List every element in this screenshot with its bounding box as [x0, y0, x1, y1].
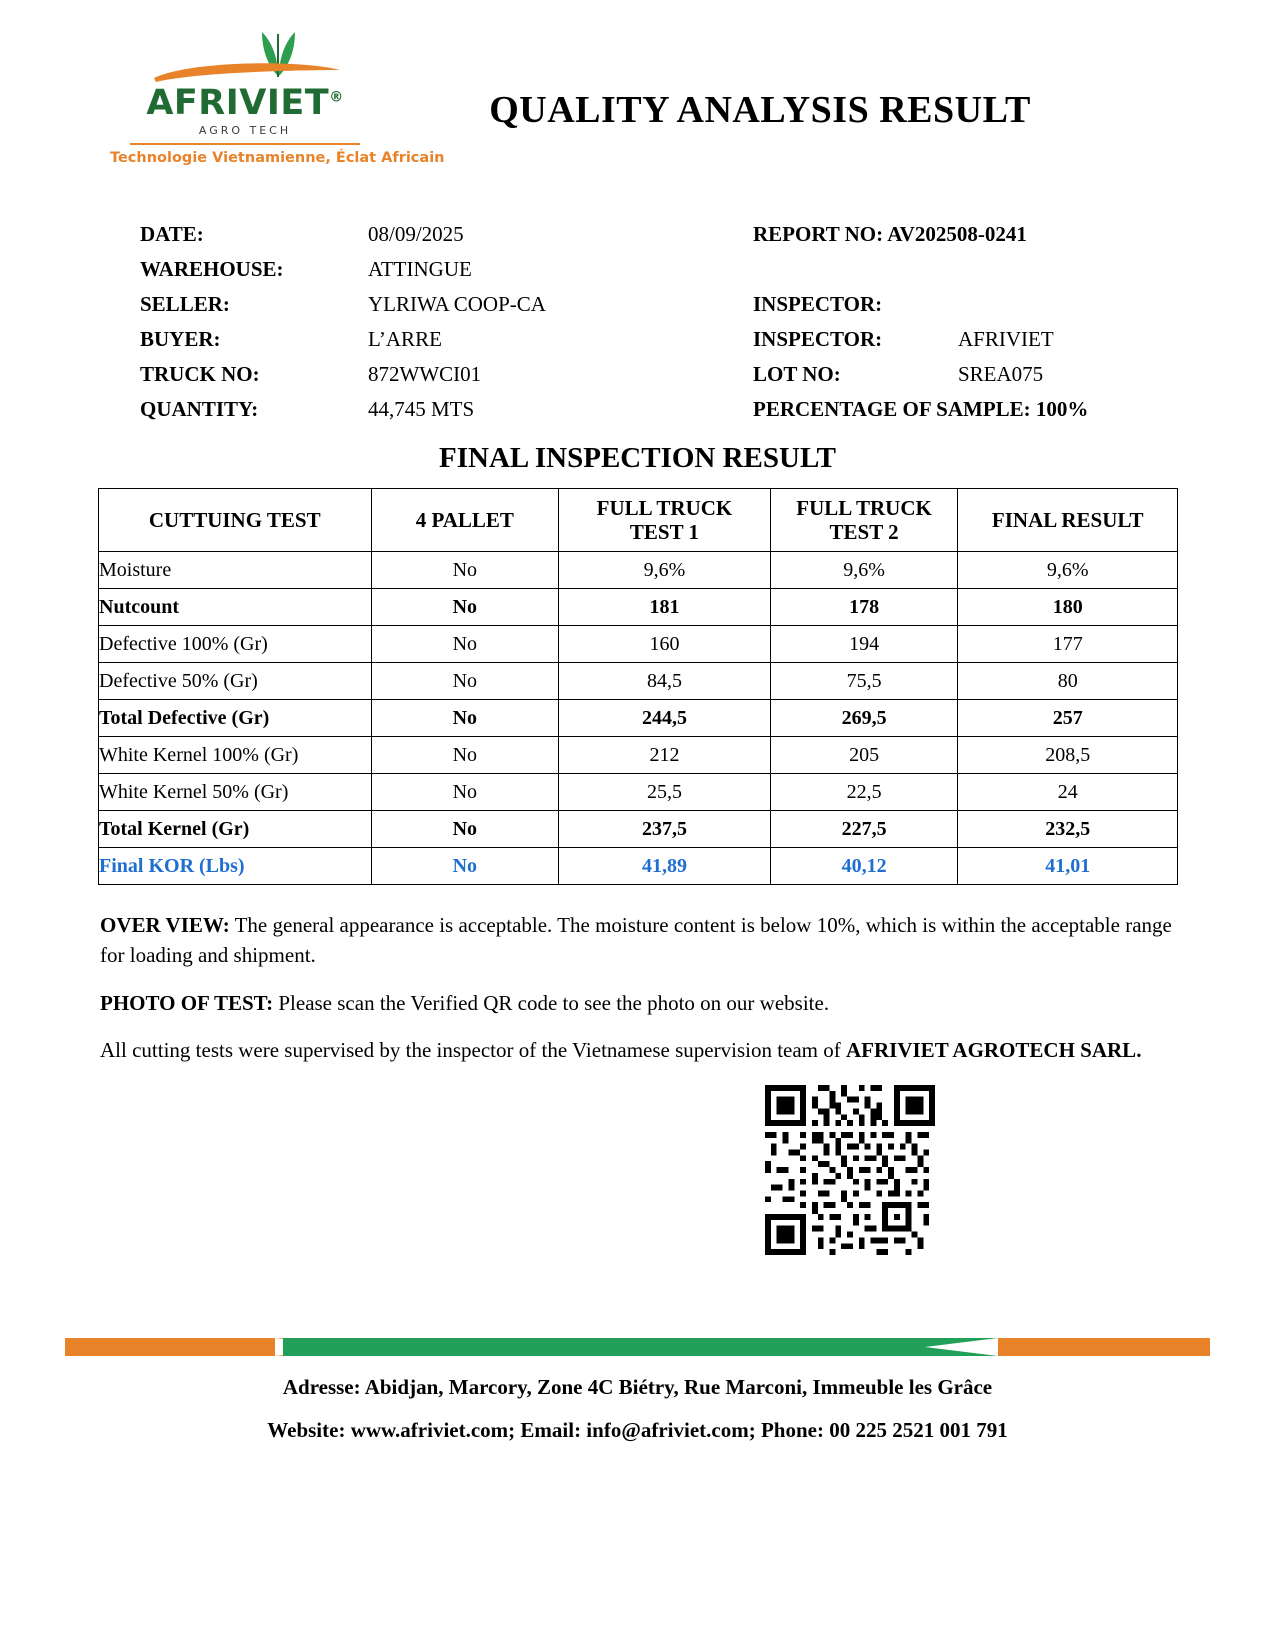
meta-row-seller [140, 292, 1150, 327]
cell-test1: 41,89 [559, 848, 771, 885]
cell-test1: 237,5 [559, 811, 771, 848]
cell-test1: 181 [559, 589, 771, 626]
overview-note [100, 910, 1175, 971]
logo-divider [130, 143, 360, 145]
date-label: DATE: [140, 222, 204, 246]
logo-wordmark [110, 83, 380, 123]
cell-test1: 244,5 [559, 700, 771, 737]
table-row [99, 626, 1178, 663]
row-label: Moisture [99, 552, 372, 589]
footer-decorative-bar [65, 1336, 1210, 1358]
overview-text: The general appearance is acceptable. The moisture content is below 10%, which is within the acceptable range for loading and shipment. [100, 913, 1172, 968]
footer [0, 1375, 1275, 1461]
table-row [99, 774, 1178, 811]
logo-mark [130, 28, 360, 84]
warehouse-value: ATTINGUE [368, 257, 472, 281]
cell-test2: 40,12 [770, 848, 958, 885]
warehouse-label: WAREHOUSE: [140, 257, 284, 281]
quantity-label: QUANTITY: [140, 397, 259, 421]
report-meta [140, 222, 1150, 432]
row-label: Nutcount [99, 589, 372, 626]
cell-final: 177 [958, 626, 1178, 663]
cell-pallet: No [371, 700, 559, 737]
qr-code-image[interactable] [750, 1085, 950, 1255]
cell-test1: 160 [559, 626, 771, 663]
col-header-line-2: TEST 2 [829, 520, 899, 544]
cell-test2: 194 [770, 626, 958, 663]
truck-value: 872WWCI01 [368, 362, 482, 386]
inspector-label-1: INSPECTOR: [753, 292, 883, 316]
meta-row-truck [140, 362, 1150, 397]
col-header-full-truck-test-2 [770, 489, 958, 552]
table-row [99, 737, 1178, 774]
document-header [0, 0, 1275, 200]
photo-text: Please scan the Verified QR code to see the photo on our website. [273, 990, 830, 1015]
row-label: Defective 100% (Gr) [99, 626, 372, 663]
cell-pallet: No [371, 737, 559, 774]
lot-value: SREA075 [958, 362, 1044, 386]
row-label: Defective 50% (Gr) [99, 663, 372, 700]
overview-label: OVER VIEW: [100, 913, 230, 937]
company-logo [110, 28, 445, 166]
supervision-text: All cutting tests were supervised by the inspector of the Vietnamese supervision team of [100, 1038, 847, 1063]
registered-mark: ® [329, 89, 344, 106]
cell-test1: 212 [559, 737, 771, 774]
cell-pallet: No [371, 774, 559, 811]
col-header-line-1: FULL TRUCK [796, 495, 932, 520]
meta-row-quantity [140, 397, 1150, 432]
date-value: 08/09/2025 [368, 222, 464, 246]
cell-pallet: No [371, 552, 559, 589]
cell-test2: 269,5 [770, 700, 958, 737]
cell-final: 232,5 [958, 811, 1178, 848]
logo-name: AFRIVIET [146, 83, 330, 123]
seller-value: YLRIWA COOP-CA [368, 292, 546, 316]
cell-test2: 75,5 [770, 663, 958, 700]
footer-address: Adresse: Abidjan, Marcory, Zone 4C Biétry, Rue Marconi, Immeuble les Grâce [282, 1375, 993, 1399]
report-no: REPORT NO: AV202508-0241 [753, 222, 1027, 246]
inspection-result-table [98, 488, 1178, 885]
col-header-final-result: FINAL RESULT [958, 489, 1178, 552]
table-row [99, 811, 1178, 848]
seller-label: SELLER: [140, 292, 230, 316]
cell-pallet: No [371, 663, 559, 700]
cell-test2: 205 [770, 737, 958, 774]
quantity-value: 44,745 MTS [368, 397, 475, 421]
cell-pallet: No [371, 848, 559, 885]
col-header-cutting-test: CUTTUING TEST [99, 489, 372, 552]
row-label: Total Defective (Gr) [99, 700, 372, 737]
table-row-final-kor [99, 848, 1178, 885]
cell-final: 257 [958, 700, 1178, 737]
col-header-full-truck-test-1 [559, 489, 771, 552]
cell-pallet: No [371, 626, 559, 663]
supervision-note [100, 1035, 1175, 1065]
col-header-line-1: FULL TRUCK [596, 495, 733, 520]
meta-row-buyer [140, 327, 1150, 362]
cell-test1: 9,6% [559, 552, 771, 589]
photo-label: PHOTO OF TEST: [100, 990, 274, 1015]
cell-test2: 22,5 [770, 774, 958, 811]
row-label: Final KOR (Lbs) [99, 848, 372, 885]
cell-final: 9,6% [958, 552, 1178, 589]
cell-test1: 25,5 [559, 774, 771, 811]
footer-contact: Website: www.afriviet.com; Email: info@afriviet.com; Phone: 00 225 2521 001 791 [267, 1418, 1008, 1442]
col-header-4-pallet: 4 PALLET [371, 489, 559, 552]
cell-pallet: No [371, 811, 559, 848]
table-row [99, 663, 1178, 700]
logo-subtitle: AGRO TECH [198, 124, 292, 137]
inspector-value-2: AFRIVIET [958, 327, 1054, 351]
cell-final: 80 [958, 663, 1178, 700]
cell-pallet: No [371, 589, 559, 626]
table-body [99, 552, 1178, 885]
row-label: Total Kernel (Gr) [99, 811, 372, 848]
cell-test1: 84,5 [559, 663, 771, 700]
qr-code[interactable] [750, 1085, 950, 1255]
meta-row-date [140, 222, 1150, 257]
meta-row-warehouse [140, 257, 1150, 292]
logo-tagline: Technologie Vietnamienne, Éclat Africain [110, 150, 445, 166]
table-row [99, 589, 1178, 626]
cell-final: 41,01 [958, 848, 1178, 885]
table-header-row [99, 489, 1178, 552]
page-title: QUALITY ANALYSIS RESULT [489, 89, 1031, 131]
notes-section [100, 910, 1175, 1083]
truck-label: TRUCK NO: [140, 362, 260, 386]
cell-final: 24 [958, 774, 1178, 811]
cell-final: 208,5 [958, 737, 1178, 774]
photo-note [100, 988, 1175, 1018]
cell-final: 180 [958, 589, 1178, 626]
cell-test2: 9,6% [770, 552, 958, 589]
lot-label: LOT NO: [753, 362, 841, 386]
table-row [99, 552, 1178, 589]
supervision-company: AFRIVIET AGROTECH SARL. [846, 1038, 1142, 1063]
swoosh-icon [152, 58, 342, 84]
inspector-label-2: INSPECTOR: [753, 327, 883, 351]
row-label: White Kernel 50% (Gr) [99, 774, 372, 811]
cell-test2: 227,5 [770, 811, 958, 848]
row-label: White Kernel 100% (Gr) [99, 737, 372, 774]
buyer-value: L’ARRE [368, 327, 442, 351]
col-header-line-2: TEST 1 [629, 520, 699, 544]
section-title: FINAL INSPECTION RESULT [439, 442, 836, 474]
table-row [99, 700, 1178, 737]
buyer-label: BUYER: [140, 327, 221, 351]
cell-test2: 178 [770, 589, 958, 626]
percentage-of-sample: PERCENTAGE OF SAMPLE: 100% [753, 397, 1089, 421]
